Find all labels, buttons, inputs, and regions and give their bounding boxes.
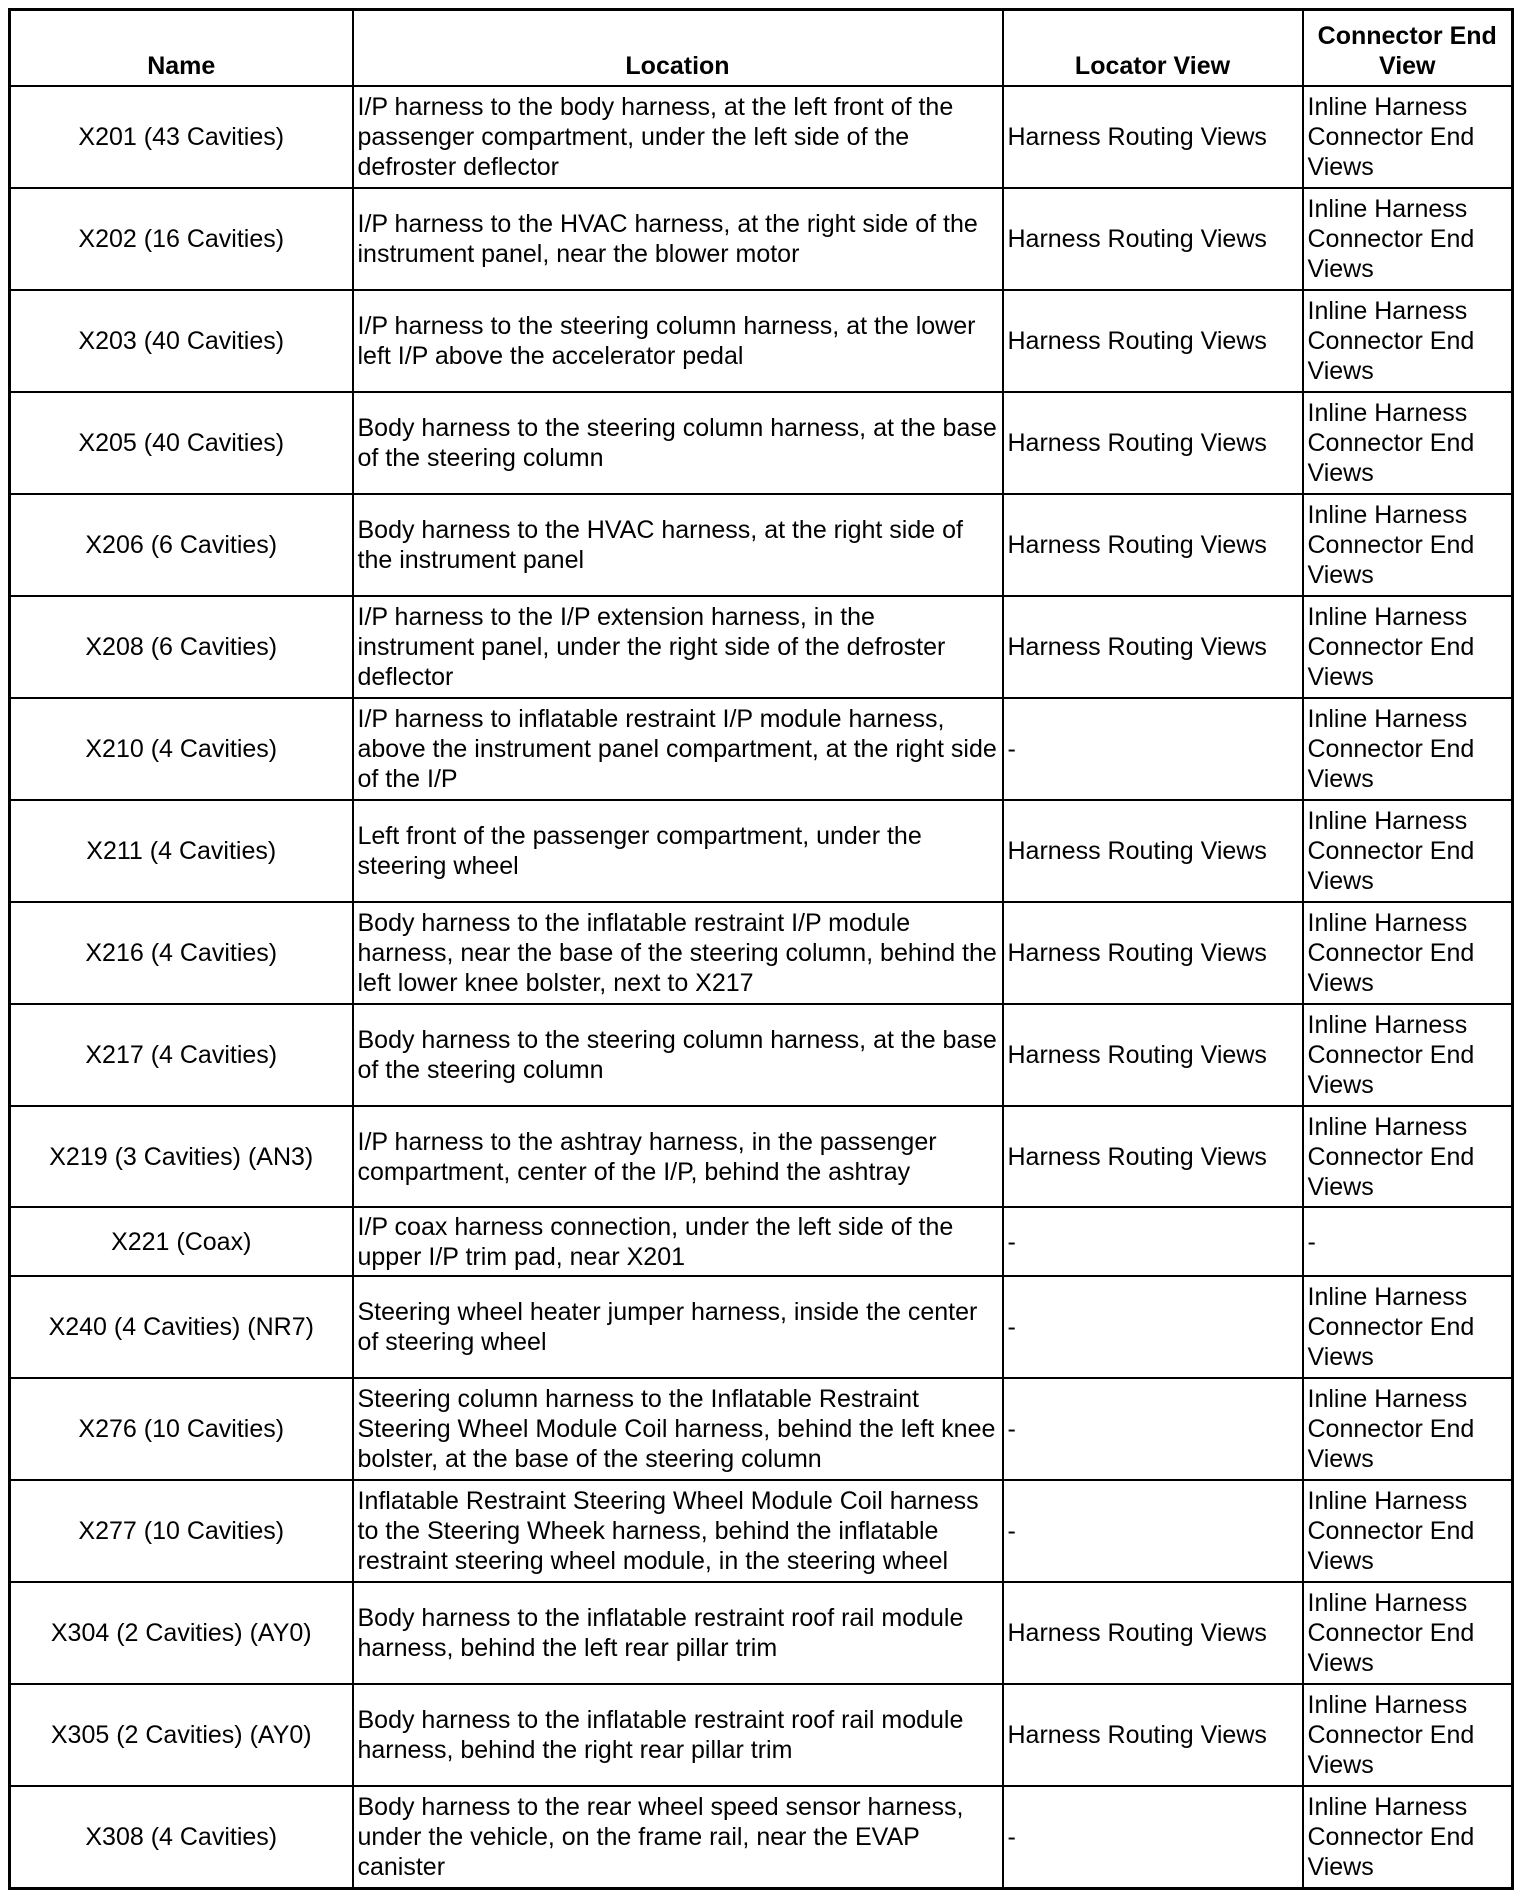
cell-name: X221 (Coax) [10,1207,353,1276]
cell-connector-end-view: Inline Harness Connector End Views [1303,1004,1513,1106]
cell-location: I/P harness to the HVAC harness, at the right side of the instrument panel, near the blower motor [353,188,1003,290]
cell-connector-end-view: - [1303,1207,1513,1276]
cell-location: I/P harness to inflatable restraint I/P module harness, above the instrument panel compartment, at the right side of the I/P [353,698,1003,800]
table-row [10,1786,1513,1889]
table-header [10,10,1513,87]
cell-location: Left front of the passenger compartment, under the steering wheel [353,800,1003,902]
cell-location: I/P harness to the ashtray harness, in the passenger compartment, center of the I/P, behind the ashtray [353,1106,1003,1208]
cell-connector-end-view: Inline Harness Connector End Views [1303,698,1513,800]
cell-connector-end-view: Inline Harness Connector End Views [1303,494,1513,596]
table-row [10,902,1513,1004]
cell-location: Body harness to the inflatable restraint roof rail module harness, behind the left rear pillar trim [353,1582,1003,1684]
cell-location: I/P harness to the steering column harness, at the lower left I/P above the accelerator pedal [353,290,1003,392]
table-row [10,698,1513,800]
cell-connector-end-view: Inline Harness Connector End Views [1303,1480,1513,1582]
cell-location: Body harness to the steering column harness, at the base of the steering column [353,1004,1003,1106]
table-row [10,1480,1513,1582]
cell-name: X203 (40 Cavities) [10,290,353,392]
cell-locator-view: Harness Routing Views [1003,1004,1303,1106]
cell-location: Body harness to the inflatable restraint roof rail module harness, behind the right rear pillar trim [353,1684,1003,1786]
table-row [10,1684,1513,1786]
cell-locator-view: Harness Routing Views [1003,392,1303,494]
cell-name: X305 (2 Cavities) (AY0) [10,1684,353,1786]
table-row [10,800,1513,902]
table-row [10,86,1513,188]
cell-locator-view: Harness Routing Views [1003,494,1303,596]
header-row [10,10,1513,87]
cell-name: X217 (4 Cavities) [10,1004,353,1106]
cell-location: Inflatable Restraint Steering Wheel Module Coil harness to the Steering Wheek harness, behind the inflatable restraint steering wheel module, in the steering wheel [353,1480,1003,1582]
cell-connector-end-view: Inline Harness Connector End Views [1303,596,1513,698]
table-row [10,1004,1513,1106]
cell-location: Steering column harness to the Inflatable Restraint Steering Wheel Module Coil harness, behind the left knee bolster, at the base of the steering column [353,1378,1003,1480]
cell-locator-view: Harness Routing Views [1003,902,1303,1004]
cell-name: X240 (4 Cavities) (NR7) [10,1276,353,1378]
header-name: Name [10,10,353,87]
table-row [10,1276,1513,1378]
cell-name: X201 (43 Cavities) [10,86,353,188]
cell-locator-view: Harness Routing Views [1003,188,1303,290]
table-body [10,86,1513,1889]
cell-name: X219 (3 Cavities) (AN3) [10,1106,353,1208]
cell-connector-end-view: Inline Harness Connector End Views [1303,800,1513,902]
connector-table-container [8,8,1511,1890]
cell-locator-view: - [1003,1276,1303,1378]
cell-location: Body harness to the HVAC harness, at the right side of the instrument panel [353,494,1003,596]
cell-name: X216 (4 Cavities) [10,902,353,1004]
cell-locator-view: - [1003,1786,1303,1889]
cell-locator-view: Harness Routing Views [1003,1684,1303,1786]
cell-connector-end-view: Inline Harness Connector End Views [1303,1378,1513,1480]
cell-location: I/P harness to the I/P extension harness, in the instrument panel, under the right side of the defroster deflector [353,596,1003,698]
cell-name: X210 (4 Cavities) [10,698,353,800]
cell-name: X202 (16 Cavities) [10,188,353,290]
cell-name: X208 (6 Cavities) [10,596,353,698]
cell-connector-end-view: Inline Harness Connector End Views [1303,1106,1513,1208]
header-connector-end-view: Connector End View [1303,10,1513,87]
cell-locator-view: - [1003,1207,1303,1276]
cell-location: Body harness to the inflatable restraint I/P module harness, near the base of the steering column, behind the left lower knee bolster, next to X217 [353,902,1003,1004]
header-locator-view: Locator View [1003,10,1303,87]
table-row [10,1106,1513,1208]
table-row [10,1378,1513,1480]
cell-location: Body harness to the steering column harness, at the base of the steering column [353,392,1003,494]
cell-connector-end-view: Inline Harness Connector End Views [1303,290,1513,392]
table-row [10,1207,1513,1276]
cell-connector-end-view: Inline Harness Connector End Views [1303,902,1513,1004]
cell-locator-view: Harness Routing Views [1003,290,1303,392]
cell-locator-view: - [1003,1480,1303,1582]
header-location: Location [353,10,1003,87]
cell-name: X304 (2 Cavities) (AY0) [10,1582,353,1684]
cell-location: Steering wheel heater jumper harness, inside the center of steering wheel [353,1276,1003,1378]
table-row [10,1582,1513,1684]
cell-connector-end-view: Inline Harness Connector End Views [1303,392,1513,494]
cell-name: X205 (40 Cavities) [10,392,353,494]
cell-locator-view: Harness Routing Views [1003,596,1303,698]
table-row [10,392,1513,494]
cell-locator-view: Harness Routing Views [1003,1106,1303,1208]
table-row [10,188,1513,290]
cell-locator-view: Harness Routing Views [1003,800,1303,902]
cell-location: Body harness to the rear wheel speed sensor harness, under the vehicle, on the frame rail, near the EVAP canister [353,1786,1003,1889]
cell-connector-end-view: Inline Harness Connector End Views [1303,1582,1513,1684]
table-row [10,290,1513,392]
table-row [10,494,1513,596]
cell-connector-end-view: Inline Harness Connector End Views [1303,1786,1513,1889]
cell-location: I/P harness to the body harness, at the left front of the passenger compartment, under the left side of the defroster deflector [353,86,1003,188]
cell-locator-view: - [1003,1378,1303,1480]
cell-connector-end-view: Inline Harness Connector End Views [1303,1684,1513,1786]
cell-name: X206 (6 Cavities) [10,494,353,596]
cell-name: X277 (10 Cavities) [10,1480,353,1582]
table-row [10,596,1513,698]
cell-locator-view: Harness Routing Views [1003,86,1303,188]
cell-name: X308 (4 Cavities) [10,1786,353,1889]
cell-locator-view: Harness Routing Views [1003,1582,1303,1684]
cell-connector-end-view: Inline Harness Connector End Views [1303,1276,1513,1378]
cell-name: X211 (4 Cavities) [10,800,353,902]
connector-table [8,8,1514,1890]
cell-connector-end-view: Inline Harness Connector End Views [1303,86,1513,188]
cell-locator-view: - [1003,698,1303,800]
cell-location: I/P coax harness connection, under the left side of the upper I/P trim pad, near X201 [353,1207,1003,1276]
cell-connector-end-view: Inline Harness Connector End Views [1303,188,1513,290]
cell-name: X276 (10 Cavities) [10,1378,353,1480]
